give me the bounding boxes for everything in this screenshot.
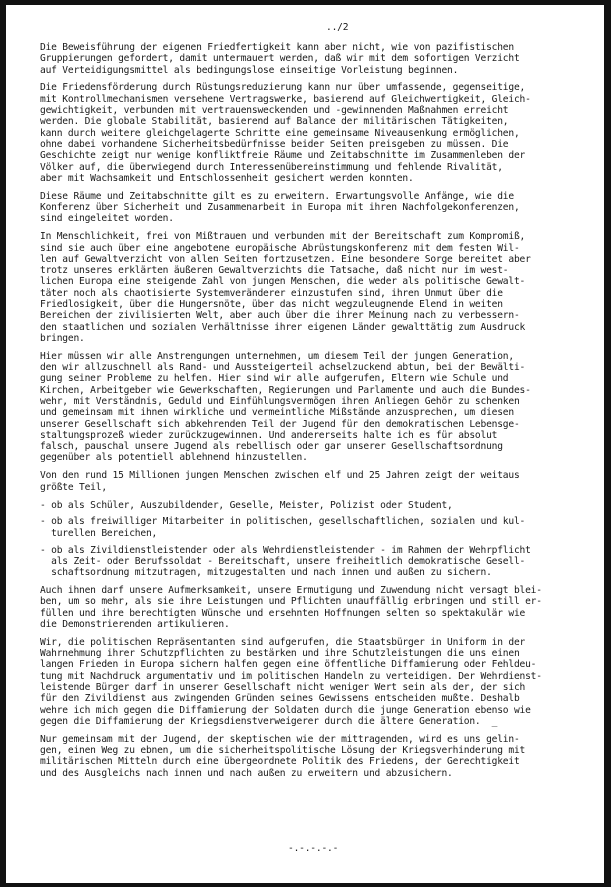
text-line: Wir, die politischen Repräsentanten sind aufgerufen, die Staatsbürger in Uniform in der: [40, 636, 526, 648]
text-line: Diese Räume und Zeitabschnitte gilt es zu erweitern. Erwartungsvolle Anfänge, wie die: [40, 190, 514, 202]
text-line: auf Verteidigungsmittel als bedingungslose einseitige Vorleistung beginnen.: [40, 64, 459, 76]
document-body: [40, 42, 580, 786]
text-line: ohne dabei vorhandene Sicherheitsbedürfnisse beider Seiten preisgeben zu müssen. Die: [40, 138, 509, 150]
text-line: Die Friedensförderung durch Rüstungsreduzierung kann nur über umfassende, gegenseitige,: [40, 82, 526, 94]
paragraph: [40, 351, 580, 464]
text-line: len auf Gewaltverzicht von allen Seiten fortzusetzen. Eine besondere Sorge bereitet aber: [40, 253, 531, 265]
text-line: Hier müssen wir alle Anstrengungen unternehmen, um diesem Teil der jungen Generation,: [40, 350, 514, 362]
text-line: gegen die Diffamierung der Kriegsdienstverweigerer durch die ältere Generation. _: [40, 715, 498, 727]
text-line: Von den rund 15 Millionen jungen Menschen zwischen elf und 25 Jahren zeigt der weitaus: [40, 470, 520, 482]
text-line: - ob als freiwilliger Mitarbeiter in politischen, gesellschaftlichen, sozialen und kul-: [40, 516, 526, 528]
text-line: bringen.: [40, 332, 85, 344]
text-line: die Demonstrierenden artikulieren.: [40, 619, 230, 630]
text-line: Wahrnehmung ihrer Schutzpflichten zu bestärken und ihre Schutzleistungen die uns einen: [40, 648, 520, 660]
text-line: wehre ich mich gegen die Diffamierung der Soldaten durch die junge Generation ebenso wie: [40, 704, 531, 716]
text-line: größte Teil,: [40, 481, 107, 493]
text-line: Nur gemeinsam mit der Jugend, der skeptischen wie der mittragenden, wird es uns gelin-: [40, 733, 520, 745]
text-line: Gruppierungen gefordert, damit untermauert werden, daß wir mit dem sofortigen Verzicht: [40, 53, 520, 65]
text-line: trotz unseres erklärten äußeren Gewaltverzichts die Tatsache, daß nicht nur im west-: [40, 265, 509, 277]
text-line: lichen Europa eine steigende Zahl von jungen Menschen, die weder als politische Gewalt-: [40, 276, 526, 288]
text-line: ben, um so mehr, als sie ihre Leistungen und Pflichten unauffällig erbringen und still er-: [40, 596, 542, 608]
text-line: Völker auf, die überwiegend durch Interessenübereinstimmung und fehlende Rivalität,: [40, 161, 503, 173]
text-line: gung seiner Probleme zu helfen. Hier sind wir alle aufgerufen, Eltern wie Schule und: [40, 373, 509, 385]
closing-mark: -.-.-.-.-: [288, 843, 339, 854]
list-item: [40, 500, 580, 511]
paragraph: [40, 734, 580, 779]
paragraph: [40, 637, 580, 727]
paragraph: [40, 231, 580, 344]
text-line: für den Zivildienst aus zwingenden Gründen seines Gewissens entscheiden mußte. Deshalb: [40, 693, 520, 705]
paragraph: [40, 585, 580, 630]
text-line: Friedlosigkeit, über die Hungersnöte, über das nicht wegzuleugnende Elend in weiten: [40, 299, 503, 311]
text-line: gewichtigkeit, verbunden mit vertrauensweckenden und -gewinnenden Maßnahmen erreicht: [40, 105, 509, 117]
paragraph: [40, 82, 580, 184]
text-line: den wir allzuschnell als Rand- und Aussteigerteil achselzuckend abtun, bei der Bewälti-: [40, 362, 526, 374]
text-line: langen Frieden in Europa sichern halfen gegen eine öffentliche Diffamierung oder Fehldeu-: [40, 659, 537, 671]
page-number: ../2: [326, 22, 349, 33]
list-item: [40, 545, 580, 579]
text-line: aber mit Wachsamkeit und Entschlossenheit gesichert werden konnten.: [40, 172, 414, 184]
text-line: als Zeit- oder Berufssoldat - Bereitschaft, unsere freiheitlich demokratische Gesell-: [40, 555, 526, 567]
list-item: [40, 516, 580, 539]
bullet-list: [40, 500, 580, 579]
scan-border-right: [604, 0, 611, 887]
text-line: tung mit Nachdruck argumentativ und im politischen Handeln zu verteidigen. Der Wehrdienst-: [40, 670, 542, 682]
text-line: staltungsprozeß wieder zurückzugewinnen. Und andererseits halte ich es für absolut: [40, 429, 498, 441]
scan-border-top: [0, 0, 611, 5]
text-line: Konferenz über Sicherheit und Zusammenarbeit in Europa mit ihren Nachfolgekonferenzen,: [40, 202, 520, 214]
text-line: und gemeinsam mit ihnen wirkliche und vermeintliche Mißstände anzusprechen, um diesen: [40, 407, 514, 419]
text-line: turellen Bereichen,: [40, 527, 158, 539]
text-line: unserer Gesellschaft sich abkehrenden Teil der Jugend für den demokratischen Lebensge-: [40, 418, 520, 430]
text-line: werden. Die globale Stabilität, basierend auf Balance der militärischen Tätigkeiten,: [40, 116, 509, 128]
text-line: Geschichte zeigt nur wenige konfliktfreie Räume und Zeitabschnitte im Zusammenleben der: [40, 150, 526, 162]
text-line: In Menschlichkeit, frei von Mißtrauen und verbunden mit der Bereitschaft zum Kompromiß,: [40, 231, 526, 243]
text-line: sind eingeleitet worden.: [40, 213, 174, 225]
text-line: den staatlichen und sozialen Verhältnisse ihrer eigenen Länder gewalttätig zum Ausdruck: [40, 321, 526, 333]
text-line: wehr, mit Verständnis, Geduld und Einfühlungsvermögen ihren Anliegen Gehör zu schenken: [40, 395, 520, 407]
text-line: Bereichen der zivilisierten Welt, aber auch über die ihrer Meinung nach zu verbessern-: [40, 310, 520, 322]
text-line: - ob als Zivildienstleistender oder als Wehrdienstleistender - im Rahmen der Wehrpflicht: [40, 544, 531, 556]
text-line: militärischen Mitteln durch eine übergeordnete Politik des Friedens, der Gerechtigkeit: [40, 756, 520, 768]
paragraph: [40, 191, 580, 225]
text-line: mit Kontrollmechanismen versehene Vertragswerke, basierend auf Gleichwertigkeit, Gleich-: [40, 93, 531, 105]
text-line: Kirchen, Arbeitgeber wie Gewerkschaften, Regierungen und Parlamente und auch die Bundes-: [40, 384, 531, 396]
paragraph: [40, 42, 580, 76]
text-line: Auch ihnen darf unsere Aufmerksamkeit, unsere Ermutigung und Zuwendung nicht versagt blei-: [40, 585, 542, 597]
text-line: Die Beweisführung der eigenen Friedfertigkeit kann aber nicht, wie von pazifistischen: [40, 42, 514, 53]
scan-border-left: [0, 0, 6, 887]
scan-border-bottom: [0, 883, 611, 887]
text-line: gegenüber als potentiell ablehnend hinzustellen.: [40, 452, 308, 464]
text-line: sind sie auch über eine angebotene europäische Abrüstungskonferenz mit dem festen Wil-: [40, 242, 520, 254]
text-line: täter noch als chaotisierte Systemveränderer einzustufen sind, ihren Unmut über die: [40, 287, 503, 299]
text-line: kann durch weitere gleichgelagerte Schritte eine gemeinsame Niveausenkung ermöglichen,: [40, 127, 520, 139]
text-line: - ob als Schüler, Auszubildender, Geselle, Meister, Polizist oder Student,: [40, 499, 453, 511]
text-line: schaftsordnung mitzutragen, mitzugestalten und nach innen und außen zu sichern.: [40, 567, 492, 579]
text-line: leistende Bürger darf in unserer Gesellschaft nicht weniger Wert sein als der, der sich: [40, 682, 526, 694]
text-line: füllen und ihre berechtigten Wünsche und ersehnten Hoffnungen selten so spektakulär wie: [40, 607, 526, 619]
text-line: gen, einen Weg zu ebnen, um die sicherheitspolitische Lösung der Kriegsverhinderung mit: [40, 745, 526, 757]
text-line: und des Ausgleichs nach innen und nach außen zu erweitern und abzusichern.: [40, 767, 453, 779]
paragraph: [40, 470, 580, 493]
text-line: falsch, pauschal unsere Jugend als rebellisch oder gar unserer Gesellschaftsordnung: [40, 441, 503, 453]
